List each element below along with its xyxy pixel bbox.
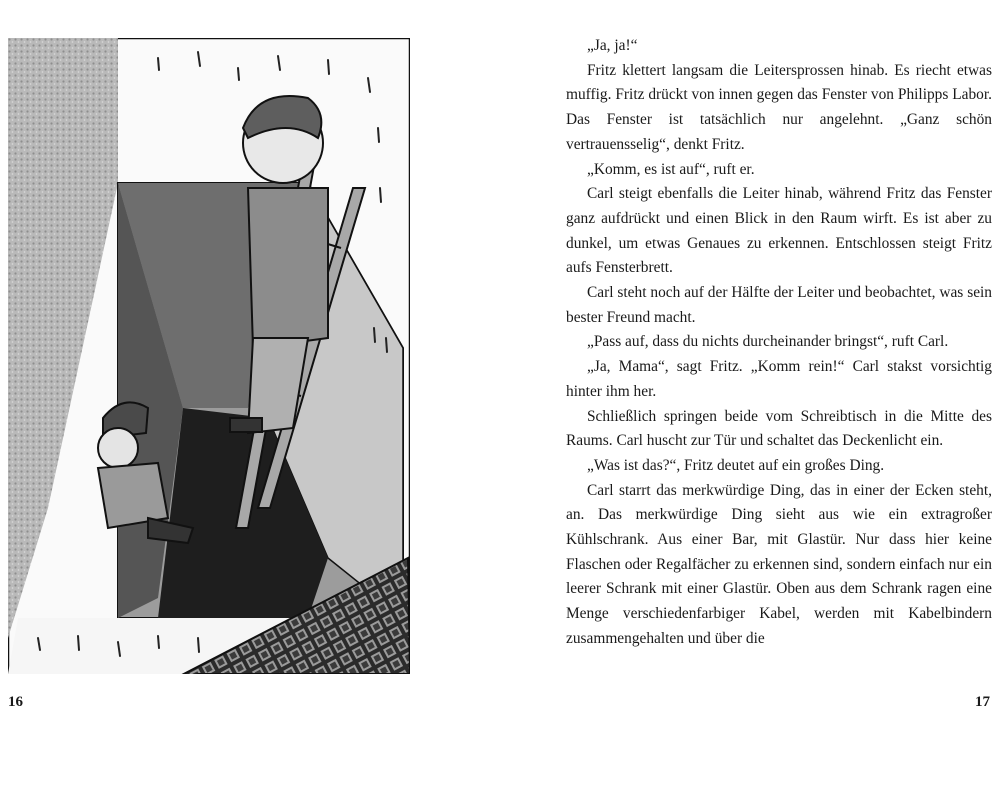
paragraph: „Was ist das?“, Fritz deutet auf ein großes Ding. bbox=[587, 456, 885, 474]
illustration-drawing bbox=[8, 38, 410, 674]
page-number-left: 16 bbox=[8, 694, 23, 710]
illustration bbox=[8, 38, 410, 674]
page-number-right: 17 bbox=[975, 694, 990, 710]
paragraph: Carl steht noch auf der Hälfte der Leiter und beobachtet, was sein bester Freund macht. bbox=[566, 284, 992, 326]
paragraph: „Ja, Mama“, sagt Fritz. „Komm rein!“ Carl stakst vorsichtig hinter ihm her. bbox=[566, 358, 992, 400]
paragraph: Carl steigt ebenfalls die Leiter hinab, während Fritz das Fenster ganz aufdrückt und einen Blick in den Raum wirft. Es ist aber zu dunkel, um etwas Genaues zu erkennen. Entschlossen steigt Fritz aufs Fensterbrett. bbox=[566, 185, 992, 277]
paragraph: „Pass auf, dass du nichts durcheinander bringst“, ruft Carl. bbox=[587, 333, 949, 351]
paragraph: Fritz klettert langsam die Leitersprossen hinab. Es riecht etwas muffig. Fritz drückt von innen gegen das Fenster von Philipps Labor. Das Fenster ist tatsächlich nur angelehnt. „Ganz schön vertrauensselig“, denkt Fritz. bbox=[566, 61, 992, 153]
paragraph: Carl starrt das merkwürdige Ding, das in einer der Ecken steht, an. Das merkwürdige Ding sieht aus wie ein extragroßer Kühlschrank. Aus einer Bar, mit Glastür. Nur dass hier keine Flaschen oder Regalfächer zu erkennen sind, sondern einfach nur ein leerer Schrank mit einer Glastür. Oben aus dem Schrank ragen eine Menge verschiedenfarbiger Kabel, werden mit Kabelbindern zusammengehalten und über die bbox=[566, 481, 992, 647]
paragraph: „Komm, es ist auf“, ruft er. bbox=[587, 160, 755, 178]
text-page bbox=[566, 34, 992, 652]
paragraph: „Ja, ja!“ bbox=[587, 37, 638, 54]
paragraph: Schließlich springen beide vom Schreibtisch in die Mitte des Raums. Carl huscht zur Tür und schaltet das Deckenlicht ein. bbox=[566, 407, 992, 450]
